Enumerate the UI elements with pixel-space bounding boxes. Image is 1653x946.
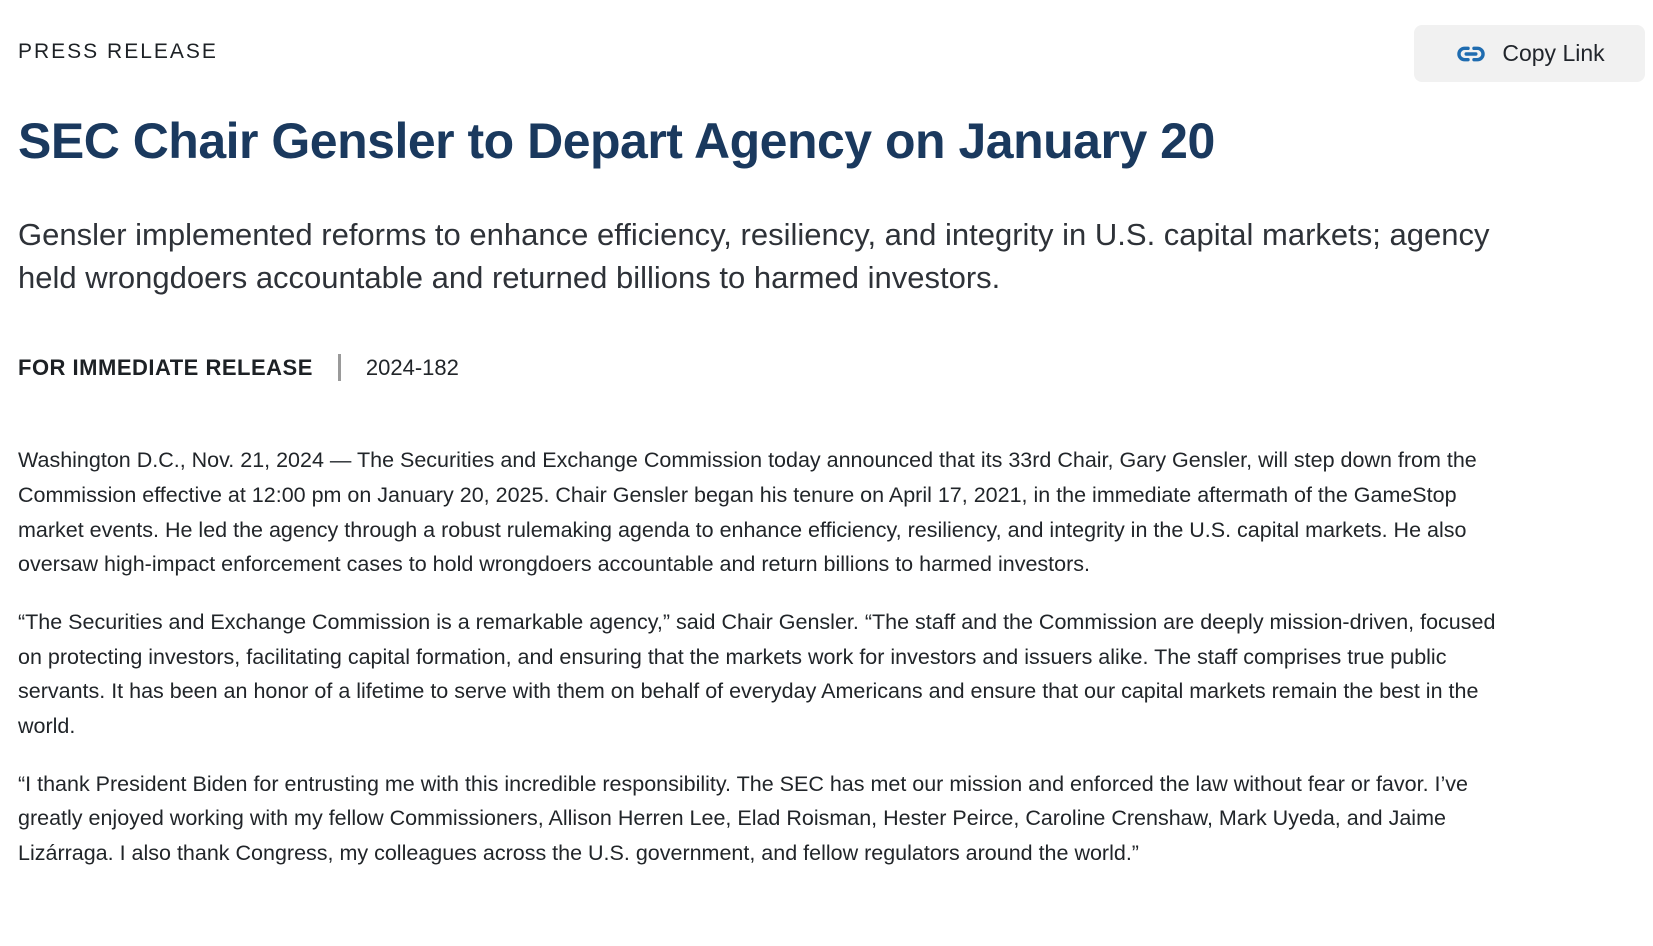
release-divider [338, 354, 341, 381]
copy-link-button[interactable] [1414, 25, 1645, 82]
press-release-paragraph: “I thank President Biden for entrusting me with this incredible responsibility. The SEC has met our mission and enforced the law without fear or favor. I’ve greatly enjoyed working with my fellow Commissioners, Allison Herren Lee, Elad Roisman, Hester Peirce, Caroline Crenshaw, Mark Uyeda, and Jaime Lizárraga. I also thank Congress, my colleagues across the U.S. government, and fellow regulators around the world.” [18, 771, 1468, 866]
press-release-eyebrow: PRESS RELEASE [18, 40, 218, 63]
release-info-row [18, 354, 1523, 381]
release-number: 2024-182 [365, 354, 459, 380]
press-release-body [18, 443, 1523, 871]
link-icon [1454, 37, 1488, 71]
page-subtitle: Gensler implemented reforms to enhance efficiency, resiliency, and integrity in U.S. capital markets; agency held wrongdoers accountable and returned billions to harmed investors. [18, 217, 1490, 296]
press-release-paragraph: Washington D.C., Nov. 21, 2024 — The Securities and Exchange Commission today announced that its 33rd Chair, Gary Gensler, will step down from the Commission effective at 12:00 pm on January 20, 2025. Chair Gensler began his tenure on April 17, 2021, in the immediate aftermath of the GameStop market events. He led the agency through a robust rulemaking agenda to enhance efficiency, resiliency, and integrity in the U.S. capital markets. He also oversaw high-impact enforcement cases to hold wrongdoers accountable and return billions to harmed investors. [18, 448, 1477, 577]
press-release-paragraph: “The Securities and Exchange Commission is a remarkable agency,” said Chair Gensler. “The staff and the Commission are deeply mission-driven, focused on protecting investors, facilitating capital formation, and ensuring that the markets work for investors and issuers alike. The staff comprises true public servants. It has been an honor of a lifetime to serve with them on behalf of everyday Americans and ensure that our capital markets remain the best in the world. [18, 609, 1496, 739]
release-label: FOR IMMEDIATE RELEASE [18, 354, 313, 380]
copy-link-label: Copy Link [1502, 40, 1605, 66]
page-title: SEC Chair Gensler to Depart Agency on January 20 [18, 113, 1215, 169]
